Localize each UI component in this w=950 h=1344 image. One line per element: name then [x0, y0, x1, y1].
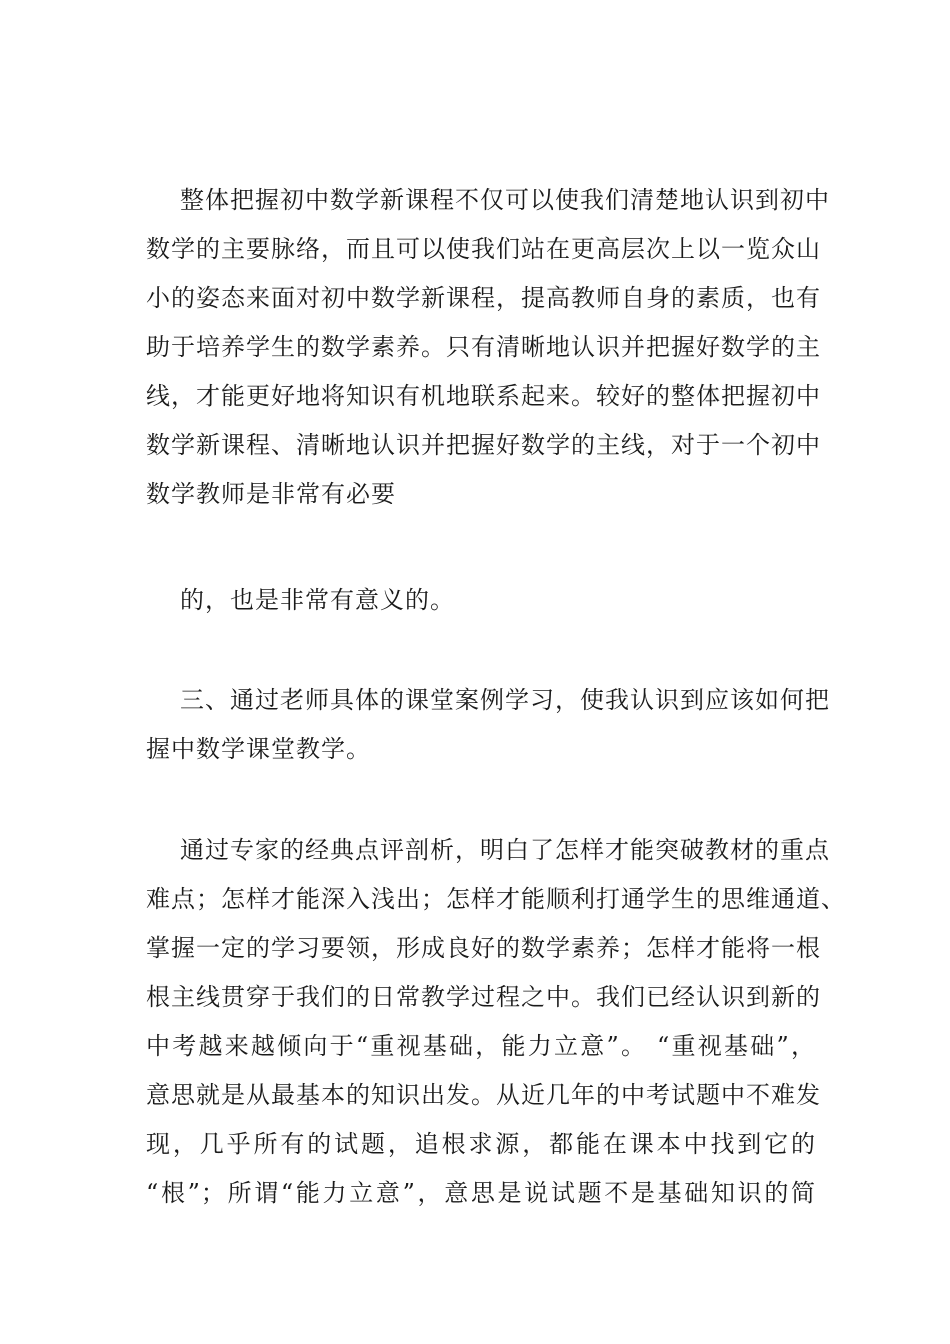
paragraph-line: 数学的主要脉络，而且可以使我们站在更高层次上以一览众山 [146, 235, 821, 263]
paragraph-line: 小的姿态来面对初中数学新课程，提高教师自身的素质，也有 [146, 284, 821, 312]
paragraph-line: “根”；所谓“能力立意”，意思是说试题不是基础知识的简 [146, 1179, 816, 1207]
paragraph-line: 握中数学课堂教学。 [146, 735, 371, 763]
paragraph-line: 数学新课程、清晰地认识并把握好数学的主线，对于一个初中 [146, 431, 821, 459]
paragraph-line: 线，才能更好地将知识有机地联系起来。较好的整体把握初中 [146, 382, 821, 410]
paragraph-line: 三、通过老师具体的课堂案例学习，使我认识到应该如何把 [180, 686, 830, 714]
paragraph-line: 的，也是非常有意义的。 [180, 586, 455, 614]
paragraph-line: 现，几乎所有的试题，追根求源，都能在课本中找到它的 [146, 1130, 816, 1158]
paragraph-4 [146, 826, 846, 1218]
paragraph-3 [146, 676, 830, 774]
paragraph-line: 整体把握初中数学新课程不仅可以使我们清楚地认识到初中 [180, 186, 830, 214]
paragraph-line: 通过专家的经典点评剖析，明白了怎样才能突破教材的重点 [180, 836, 830, 864]
paragraph-line: 中考越来越倾向于“重视基础，能力立意”。 “重视基础”， [146, 1032, 816, 1060]
paragraph-2 [146, 576, 816, 625]
paragraph-line: 难点；怎样才能深入浅出；怎样才能顺利打通学生的思维通道、 [146, 885, 846, 913]
paragraph-line: 数学教师是非常有必要 [146, 480, 396, 508]
paragraph-line: 掌握一定的学习要领，形成良好的数学素养；怎样才能将一根 [146, 934, 821, 962]
paragraph-line: 意思就是从最基本的知识出发。从近几年的中考试题中不难发 [146, 1081, 821, 1109]
paragraph-line: 根主线贯穿于我们的日常教学过程之中。我们已经认识到新的 [146, 983, 821, 1011]
paragraph-line: 助于培养学生的数学素养。只有清晰地认识并把握好数学的主 [146, 333, 821, 361]
paragraph-1 [146, 176, 830, 519]
